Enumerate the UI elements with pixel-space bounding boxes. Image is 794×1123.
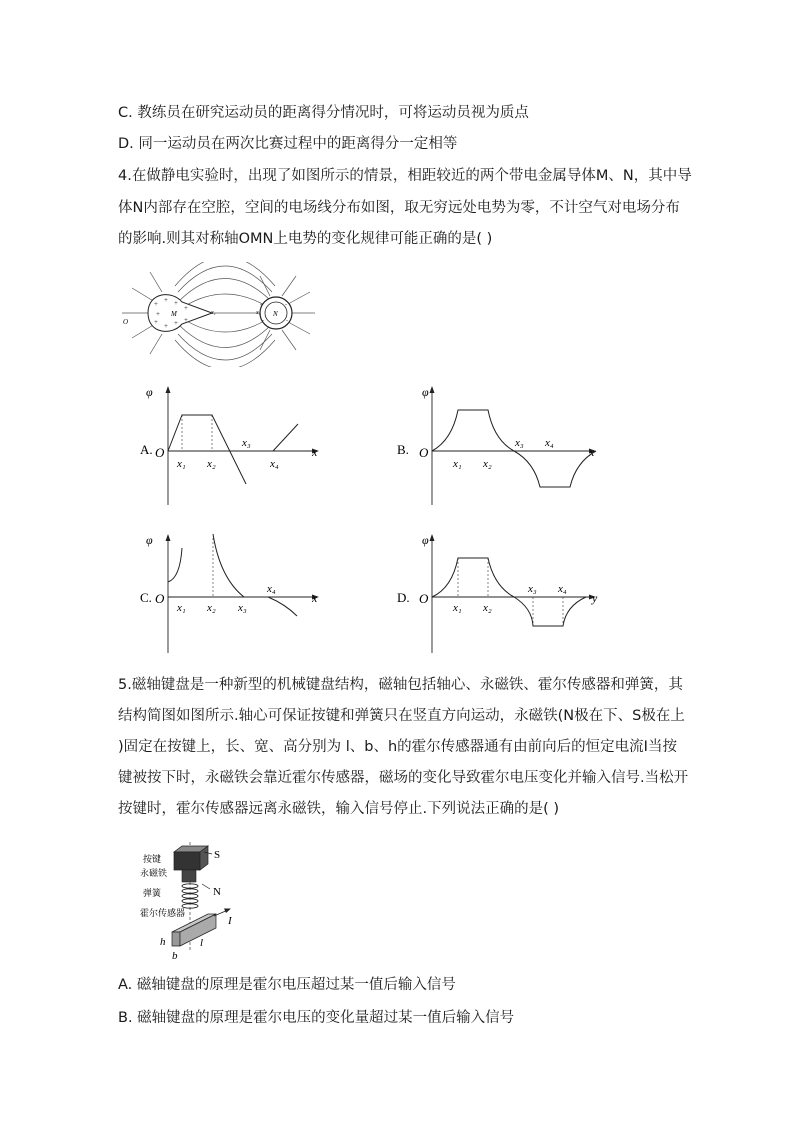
graph-d-tick-x4: x₄	[558, 583, 567, 595]
electric-field-figure	[120, 262, 320, 367]
graph-a-tick-x3: x₃	[242, 437, 251, 449]
option-b-q5: B. 磁轴键盘的原理是霍尔电压的变化量超过某一值后输入信号	[118, 1010, 515, 1026]
field-label-m: M	[171, 310, 177, 318]
q5-line-1: 5.磁轴键盘是一种新型的机械键盘结构，磁轴包括轴心、永磁铁、霍尔传感器和弹簧，其	[118, 677, 683, 693]
graph-a-x-axis: x	[312, 445, 318, 459]
graph-b-y-label: φ	[422, 385, 429, 399]
graph-d-origin: O	[419, 591, 429, 606]
svg-text:+: +	[174, 299, 178, 307]
graph-c-y-label: φ	[146, 533, 153, 547]
option-d-q3: D. 同一运动员在两次比赛过程中的距离得分一定相等	[118, 136, 458, 152]
graph-b-origin: O	[419, 445, 429, 460]
q4-line-1: 4.在做静电实验时，出现了如图所示的情景，相距较近的两个带电金属导体M、N，其中导	[118, 168, 692, 184]
graph-b-option: B.	[397, 442, 409, 457]
graph-a-tick-x1: x₁	[177, 458, 186, 470]
hall-label-l: l	[200, 937, 204, 949]
graph-c-tick-x1: x₁	[177, 602, 186, 614]
hall-label-spring: 弹簧	[143, 888, 162, 898]
graph-a-tick-x2: x₂	[207, 458, 216, 470]
svg-text:+: +	[154, 300, 158, 308]
q4-line-2: 体N内部存在空腔，空间的电场线分布如图，取无穷远处电势为零，不计空气对电场分布	[118, 200, 680, 216]
hall-label-s: S	[214, 849, 221, 861]
graph-d-y-label: φ	[422, 533, 429, 547]
graph-c	[140, 528, 340, 658]
graph-d-tick-x3: x₃	[528, 583, 537, 595]
hall-sensor-figure	[140, 842, 250, 962]
svg-text:+: +	[156, 310, 160, 318]
hall-label-magnet: 永磁铁	[140, 868, 168, 878]
q5-line-3: )固定在按键上，长、宽、高分别为 l、b、h的霍尔传感器通有由前向后的恒定电流I当按	[118, 739, 677, 755]
graph-d-x-axis: y	[592, 591, 598, 605]
svg-text:+: +	[154, 318, 158, 326]
field-label-x1: x₁	[211, 310, 216, 316]
hall-label-key: 按键	[143, 854, 162, 864]
svg-text:-: -	[262, 318, 264, 324]
graph-d	[392, 528, 607, 658]
graph-c-x-axis: x	[312, 591, 318, 605]
graph-b-tick-x3: x₃	[515, 437, 524, 449]
svg-text:-: -	[260, 302, 262, 308]
graph-a-y-label: φ	[146, 385, 153, 399]
svg-text:+: +	[184, 316, 188, 324]
graph-d-tick-x2: x₂	[483, 602, 492, 614]
svg-text:-: -	[286, 318, 288, 324]
q4-line-3: 的影响.则其对称轴OMN上电势的变化规律可能正确的是( )	[118, 231, 493, 247]
graph-b-tick-x2: x₂	[483, 458, 492, 470]
field-label-x2: x₂	[256, 310, 261, 316]
graph-b-x-axis: x	[589, 445, 595, 459]
graph-c-tick-x4: x₄	[267, 583, 276, 595]
svg-text:+: +	[164, 322, 168, 330]
option-a-q5: A. 磁轴键盘的原理是霍尔电压超过某一值后输入信号	[118, 977, 456, 993]
hall-label-b: b	[172, 950, 178, 962]
option-c-q3: C. 教练员在研究运动员的距离得分情况时，可将运动员视为质点	[118, 105, 529, 121]
field-label-o: O	[123, 318, 129, 326]
hall-label-sensor: 霍尔传感器	[140, 908, 186, 918]
hall-label-current: I	[228, 915, 232, 927]
graph-a-option: A.	[140, 442, 153, 457]
svg-text:-: -	[285, 302, 287, 308]
graph-b-tick-x4: x₄	[545, 437, 554, 449]
q5-line-2: 结构简图如图所示.轴心可保证按键和弹簧只在竖直方向运动，永磁铁(N极在下、S极在上	[118, 708, 685, 724]
svg-text:+: +	[164, 296, 168, 304]
q5-line-4: 键被按下时，永磁铁会靠近霍尔传感器，磁场的变化导致霍尔电压变化并输入信号.当松开	[118, 770, 689, 786]
hall-label-n: N	[213, 886, 221, 898]
graph-a-tick-x4: x₄	[270, 458, 279, 470]
hall-label-h: h	[160, 936, 166, 948]
graph-d-option: D.	[397, 590, 410, 605]
field-label-n: N	[273, 310, 278, 318]
graph-c-tick-x3: x₃	[238, 602, 247, 614]
graph-b-tick-x1: x₁	[453, 458, 462, 470]
graph-c-option: C.	[140, 590, 152, 605]
svg-text:+: +	[174, 319, 178, 327]
graph-b	[392, 380, 607, 510]
graph-a	[140, 380, 340, 510]
svg-text:+: +	[184, 304, 188, 312]
graph-d-tick-x1: x₁	[453, 602, 462, 614]
graph-a-origin: O	[155, 445, 165, 460]
graph-c-tick-x2: x₂	[207, 602, 216, 614]
graph-c-origin: O	[155, 591, 165, 606]
q5-line-5: 按键时，霍尔传感器远离永磁铁，输入信号停止.下列说法正确的是( )	[118, 801, 560, 817]
